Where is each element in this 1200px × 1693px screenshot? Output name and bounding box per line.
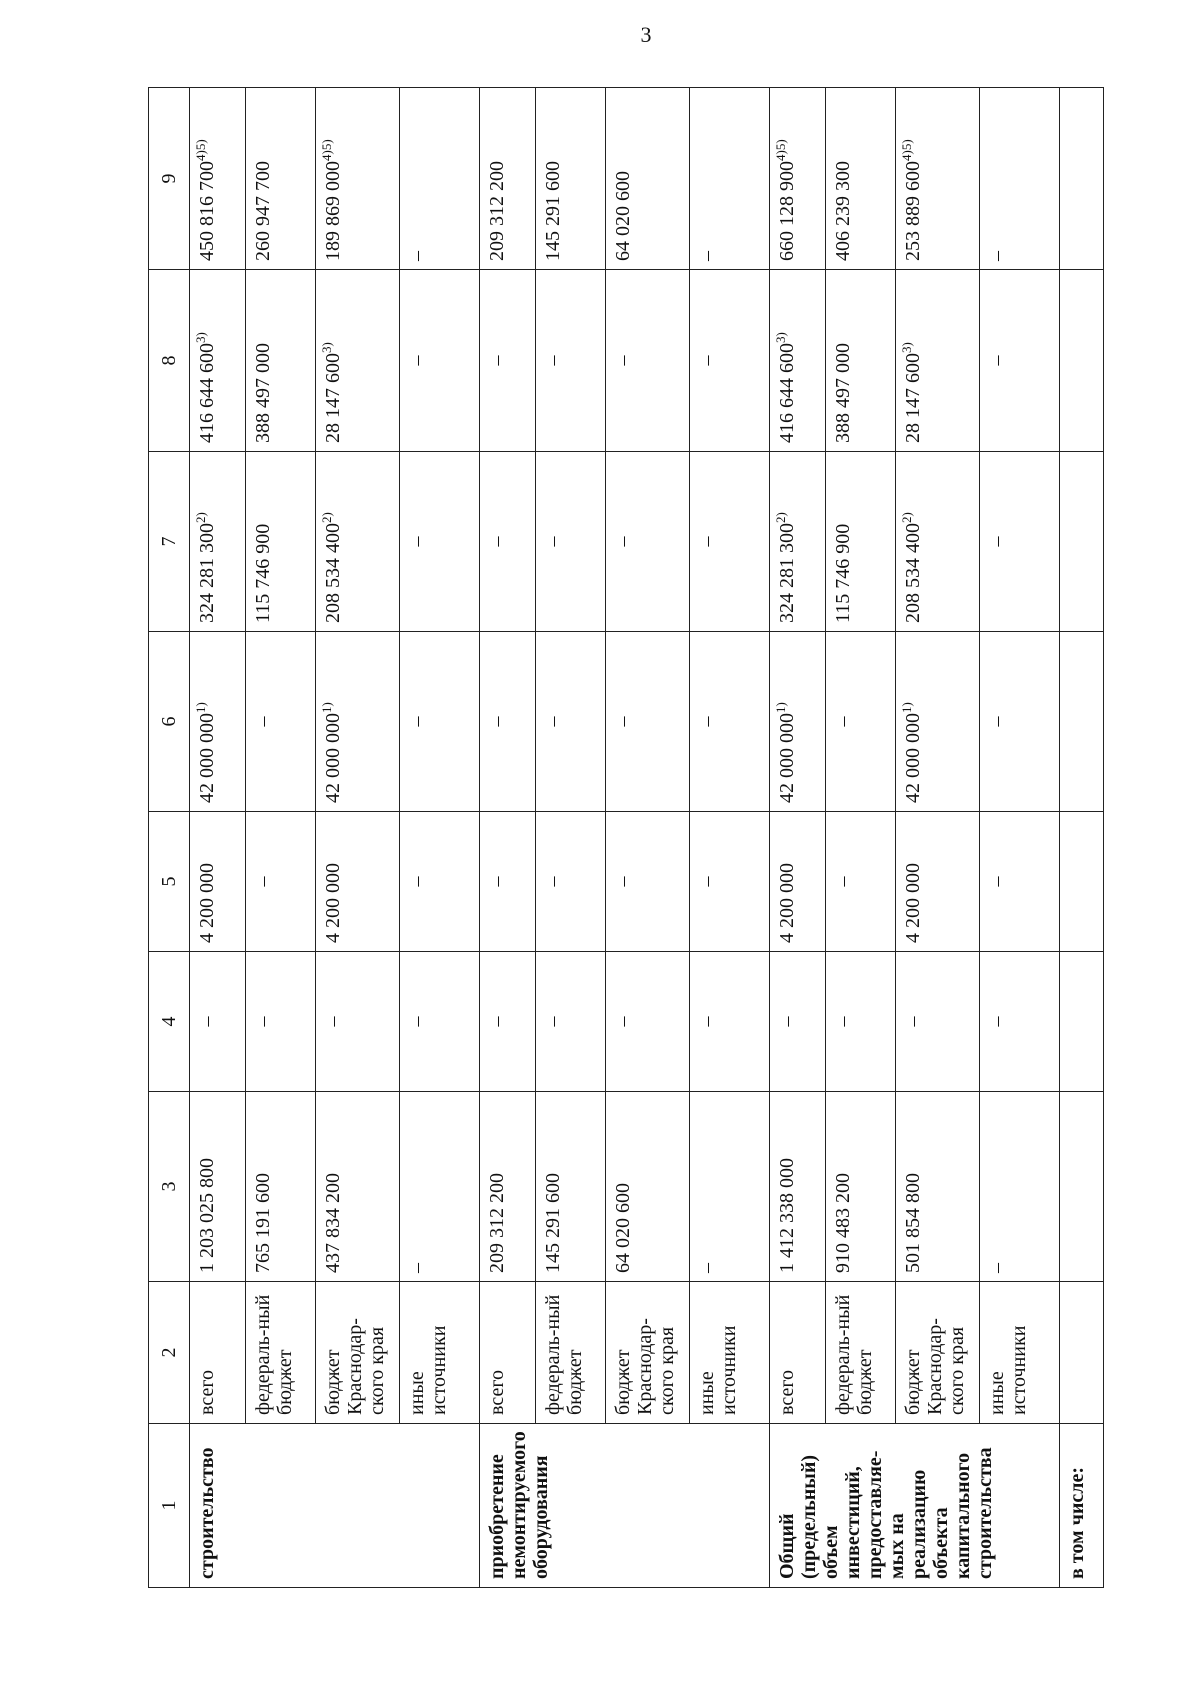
amount-value: – (986, 536, 1008, 547)
empty-value-cell (400, 812, 480, 952)
amount-value: 42 000 000 (776, 713, 798, 803)
amount-cell (190, 88, 246, 270)
amount-value: 1 203 025 800 (196, 1158, 218, 1273)
amount-value: 4 200 000 (322, 863, 344, 943)
amount-value: 208 534 400 (902, 523, 924, 623)
amount-value: – (406, 1016, 428, 1027)
amount-cell (896, 812, 980, 952)
empty-value-cell (400, 952, 480, 1092)
footnote-marker: 3) (899, 342, 914, 353)
amount-cell (316, 88, 400, 270)
amount-cell (190, 270, 246, 452)
empty-value-cell (480, 632, 536, 812)
empty-value-cell (606, 812, 690, 952)
amount-value: 115 746 900 (252, 523, 274, 623)
table-row-in-total (1060, 88, 1104, 1588)
amount-cell (826, 1092, 896, 1282)
empty-value-cell (246, 812, 316, 952)
page-number: 3 (640, 22, 652, 47)
amount-cell (896, 632, 980, 812)
footnote-marker: 4)5) (773, 139, 788, 161)
empty-value-cell (896, 952, 980, 1092)
empty-value-cell (826, 812, 896, 952)
amount-value: 660 128 900 (776, 161, 798, 261)
funding-source: бюджет Краснодар-ского края (896, 1282, 980, 1424)
amount-cell (896, 452, 980, 632)
amount-cell (246, 452, 316, 632)
amount-value: 28 147 600 (322, 353, 344, 443)
table-row (190, 88, 246, 1588)
footnote-marker: 4)5) (319, 139, 334, 161)
empty-value-cell (190, 952, 246, 1092)
amount-cell (896, 270, 980, 452)
footnote-marker: 3) (319, 342, 334, 353)
amount-value: – (196, 1016, 218, 1027)
amount-cell (190, 632, 246, 812)
amount-value: – (406, 536, 428, 547)
amount-value: – (986, 876, 1008, 887)
amount-cell (316, 452, 400, 632)
footnote-marker: 1) (193, 702, 208, 713)
amount-value: 910 483 200 (832, 1173, 854, 1273)
amount-value: 28 147 600 (902, 353, 924, 443)
amount-value: 209 312 200 (486, 1173, 508, 1273)
amount-value: – (542, 1016, 564, 1027)
empty-value-cell (690, 1092, 770, 1282)
amount-value: 4 200 000 (776, 863, 798, 943)
empty-value-cell (980, 632, 1060, 812)
footnote-marker: 1) (773, 702, 788, 713)
empty-value-cell (980, 1092, 1060, 1282)
funding-source: иные источники (980, 1282, 1060, 1424)
empty-value-cell (400, 88, 480, 270)
table-row (980, 88, 1060, 1588)
empty-value-cell (606, 632, 690, 812)
amount-value: – (486, 536, 508, 547)
amount-value: – (696, 355, 718, 366)
amount-value: – (406, 251, 428, 261)
amount-cell (770, 88, 826, 270)
column-header-1: 1 (149, 1424, 190, 1588)
empty-value-cell (400, 632, 480, 812)
amount-value: – (612, 355, 634, 366)
amount-value: – (406, 716, 428, 727)
amount-value: – (542, 716, 564, 727)
amount-cell (536, 1092, 606, 1282)
table-row (690, 88, 770, 1588)
funding-source: федераль-ный бюджет (246, 1282, 316, 1424)
table-row (770, 88, 826, 1588)
footnote-marker: 2) (319, 512, 334, 523)
amount-cell (316, 632, 400, 812)
empty-value-cell (690, 812, 770, 952)
amount-value: – (986, 716, 1008, 727)
amount-value: 388 497 000 (252, 343, 274, 443)
amount-value: – (486, 1016, 508, 1027)
amount-value: 115 746 900 (832, 523, 854, 623)
empty-cell (1060, 88, 1104, 270)
column-header-7: 7 (149, 452, 190, 632)
footnote-marker: 2) (193, 512, 208, 523)
table-row (826, 88, 896, 1588)
amount-cell (190, 452, 246, 632)
empty-value-cell (480, 452, 536, 632)
amount-cell (770, 270, 826, 452)
in-total-label: в том числе: (1060, 1424, 1104, 1588)
amount-value: 1 412 338 000 (776, 1158, 798, 1273)
amount-value: – (986, 1016, 1008, 1027)
table-row (480, 88, 536, 1588)
empty-value-cell (690, 952, 770, 1092)
empty-cell (1060, 270, 1104, 452)
empty-cell (1060, 812, 1104, 952)
amount-value: – (406, 1263, 428, 1273)
section-label: Общий (предельный) объем инвестиций, предоставляе-мых на реализацию объекта капитального строительства (770, 1424, 1060, 1588)
rotated-table-container (148, 88, 1088, 1588)
footnote-marker: 1) (319, 702, 334, 713)
amount-cell (826, 270, 896, 452)
empty-value-cell (980, 812, 1060, 952)
amount-value: – (252, 716, 274, 727)
amount-value: 145 291 600 (542, 1173, 564, 1273)
amount-cell (896, 1092, 980, 1282)
amount-value: 209 312 200 (486, 161, 508, 261)
table-row (606, 88, 690, 1588)
amount-value: – (986, 1263, 1008, 1273)
amount-value: 253 889 600 (902, 161, 924, 261)
amount-value: – (612, 536, 634, 547)
empty-value-cell (400, 1092, 480, 1282)
amount-cell (190, 812, 246, 952)
column-header-9: 9 (149, 88, 190, 270)
amount-value: – (832, 716, 854, 727)
footnote-marker: 4)5) (899, 139, 914, 161)
amount-cell (246, 270, 316, 452)
empty-value-cell (690, 632, 770, 812)
table-row (316, 88, 400, 1588)
amount-value: – (542, 876, 564, 887)
amount-cell (770, 632, 826, 812)
amount-value: – (696, 1263, 718, 1273)
empty-value-cell (980, 452, 1060, 632)
empty-value-cell (246, 952, 316, 1092)
column-header-4: 4 (149, 952, 190, 1092)
amount-cell (770, 452, 826, 632)
funding-source: всего (770, 1282, 826, 1424)
amount-value: 765 191 600 (252, 1173, 274, 1273)
funding-source: иные источники (400, 1282, 480, 1424)
amount-cell (316, 812, 400, 952)
empty-value-cell (980, 270, 1060, 452)
footnote-marker: 2) (899, 512, 914, 523)
amount-value: 437 834 200 (322, 1173, 344, 1273)
amount-cell (480, 88, 536, 270)
funding-source: федераль-ный бюджет (536, 1282, 606, 1424)
amount-value: – (542, 536, 564, 547)
section-label: приобретение немонтируемого оборудования (480, 1424, 770, 1588)
empty-value-cell (826, 632, 896, 812)
footnote-marker: 3) (773, 332, 788, 343)
empty-cell (1060, 1282, 1104, 1424)
amount-value: – (696, 1016, 718, 1027)
amount-value: – (696, 251, 718, 261)
amount-value: – (486, 355, 508, 366)
empty-value-cell (980, 952, 1060, 1092)
amount-value: – (542, 355, 564, 366)
amount-value: 42 000 000 (902, 713, 924, 803)
funding-source: иные источники (690, 1282, 770, 1424)
amount-value: – (322, 1016, 344, 1027)
amount-value: – (486, 716, 508, 727)
empty-value-cell (536, 952, 606, 1092)
amount-cell (896, 88, 980, 270)
column-header-5: 5 (149, 812, 190, 952)
footnote-marker: 1) (899, 702, 914, 713)
amount-cell (606, 88, 690, 270)
empty-value-cell (826, 952, 896, 1092)
empty-cell (1060, 1092, 1104, 1282)
amount-value: 208 534 400 (322, 523, 344, 623)
funding-source: всего (190, 1282, 246, 1424)
empty-cell (1060, 632, 1104, 812)
amount-value: – (902, 1016, 924, 1027)
funding-source: федераль-ный бюджет (826, 1282, 896, 1424)
empty-value-cell (246, 632, 316, 812)
amount-value: 4 200 000 (902, 863, 924, 943)
empty-value-cell (480, 812, 536, 952)
column-header-8: 8 (149, 270, 190, 452)
empty-value-cell (690, 452, 770, 632)
amount-cell (316, 1092, 400, 1282)
empty-value-cell (536, 270, 606, 452)
footnote-marker: 3) (193, 332, 208, 343)
amount-value: 416 644 600 (196, 343, 218, 443)
amount-value: – (612, 716, 634, 727)
amount-value: 406 239 300 (832, 161, 854, 261)
table-body (149, 88, 1104, 1588)
empty-value-cell (770, 952, 826, 1092)
amount-cell (246, 1092, 316, 1282)
amount-value: – (612, 1016, 634, 1027)
amount-value: – (986, 251, 1008, 261)
amount-value: 64 020 600 (612, 1183, 634, 1273)
amount-value: 260 947 700 (252, 161, 274, 261)
empty-value-cell (606, 452, 690, 632)
funding-source: бюджет Краснодар-ского края (316, 1282, 400, 1424)
empty-cell (1060, 452, 1104, 632)
amount-cell (826, 88, 896, 270)
amount-value: 64 020 600 (612, 171, 634, 261)
column-header-3: 3 (149, 1092, 190, 1282)
amount-value: – (696, 876, 718, 887)
empty-value-cell (400, 270, 480, 452)
column-header-6: 6 (149, 632, 190, 812)
empty-value-cell (400, 452, 480, 632)
amount-value: 324 281 300 (776, 523, 798, 623)
amount-cell (770, 1092, 826, 1282)
amount-cell (316, 270, 400, 452)
amount-value: – (406, 876, 428, 887)
footnote-marker: 2) (773, 512, 788, 523)
amount-cell (190, 1092, 246, 1282)
amount-value: – (832, 1016, 854, 1027)
empty-value-cell (480, 270, 536, 452)
funding-source: бюджет Краснодар-ского края (606, 1282, 690, 1424)
table-row (536, 88, 606, 1588)
amount-value: – (406, 355, 428, 366)
amount-value: 388 497 000 (832, 343, 854, 443)
amount-cell (480, 1092, 536, 1282)
amount-cell (770, 812, 826, 952)
column-number-row (149, 88, 190, 1588)
empty-value-cell (690, 270, 770, 452)
empty-value-cell (536, 452, 606, 632)
amount-value: – (696, 716, 718, 727)
amount-value: – (696, 536, 718, 547)
amount-cell (826, 452, 896, 632)
amount-value: 4 200 000 (196, 863, 218, 943)
amount-value: 501 854 800 (902, 1173, 924, 1273)
table-row (400, 88, 480, 1588)
empty-value-cell (690, 88, 770, 270)
empty-value-cell (980, 88, 1060, 270)
footnote-marker: 4)5) (193, 139, 208, 161)
funding-source: всего (480, 1282, 536, 1424)
amount-value: – (486, 876, 508, 887)
empty-value-cell (316, 952, 400, 1092)
amount-cell (536, 88, 606, 270)
amount-value: – (832, 876, 854, 887)
amount-value: 42 000 000 (322, 713, 344, 803)
amount-value: 416 644 600 (776, 343, 798, 443)
amount-value: 145 291 600 (542, 161, 564, 261)
empty-value-cell (536, 632, 606, 812)
empty-value-cell (536, 812, 606, 952)
amount-value: – (252, 876, 274, 887)
empty-value-cell (606, 270, 690, 452)
amount-cell (606, 1092, 690, 1282)
amount-value: 450 816 700 (196, 161, 218, 261)
empty-value-cell (480, 952, 536, 1092)
amount-value: 42 000 000 (196, 713, 218, 803)
amount-value: – (612, 876, 634, 887)
empty-cell (1060, 952, 1104, 1092)
amount-value: 189 869 000 (322, 161, 344, 261)
column-header-2: 2 (149, 1282, 190, 1424)
amount-value: – (252, 1016, 274, 1027)
table-row (246, 88, 316, 1588)
table-row (896, 88, 980, 1588)
empty-value-cell (606, 952, 690, 1092)
section-label: строительство (190, 1424, 480, 1588)
amount-value: 324 281 300 (196, 523, 218, 623)
amount-cell (246, 88, 316, 270)
amount-value: – (986, 355, 1008, 366)
investment-table (148, 87, 1104, 1588)
amount-value: – (776, 1016, 798, 1027)
